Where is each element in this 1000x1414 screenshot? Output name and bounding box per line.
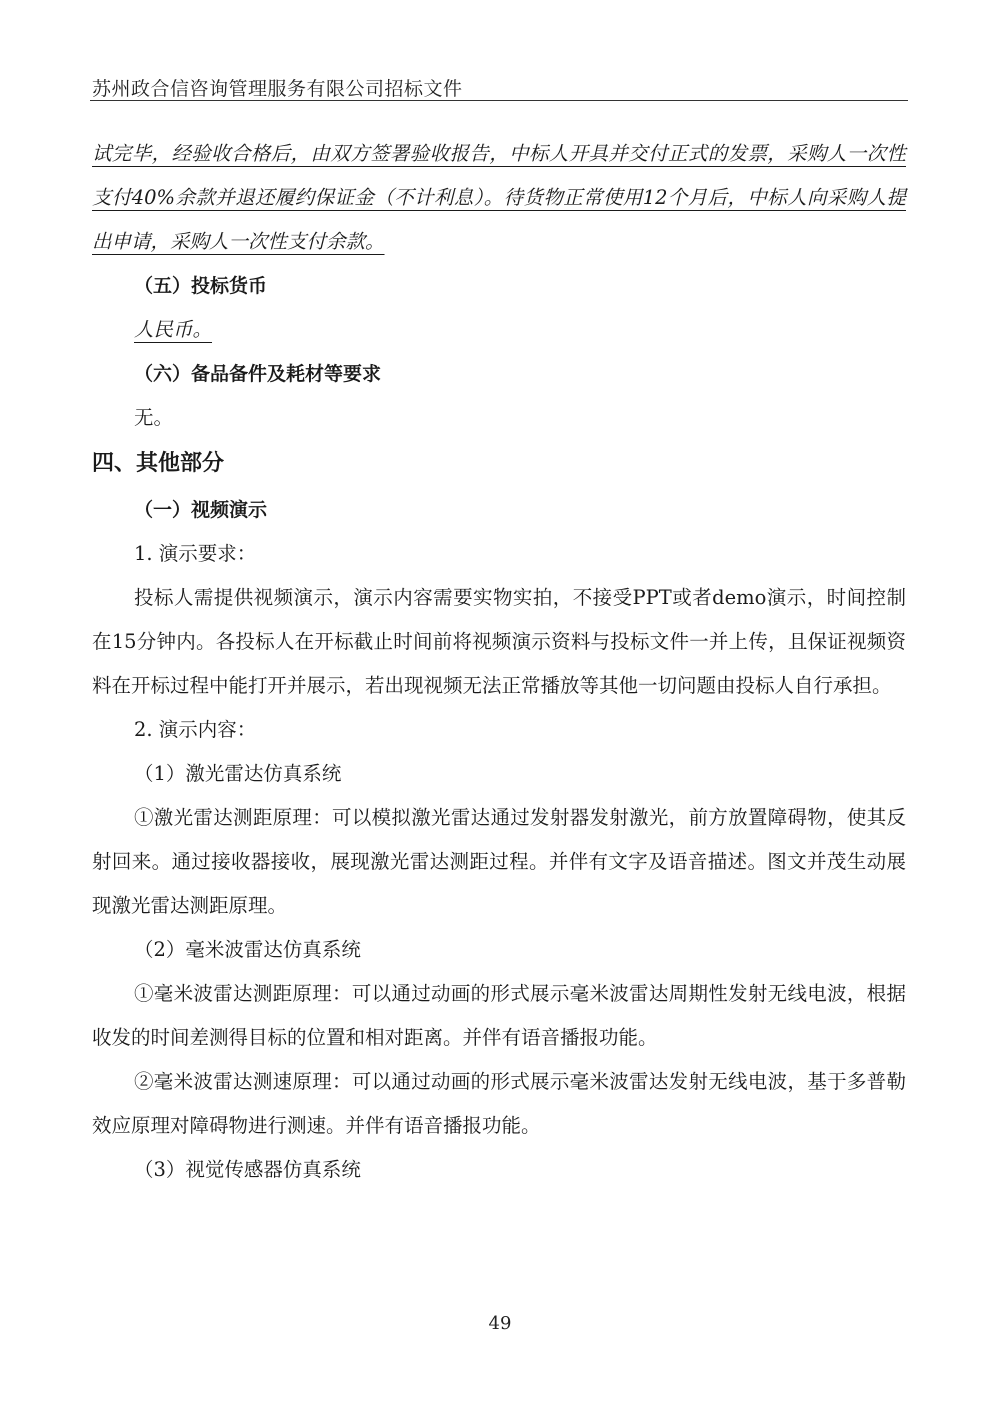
mmwave-heading: （2）毫米波雷达仿真系统 [134,938,361,961]
section-four-title: 四、其他部分 [92,451,225,476]
currency-text: 人民币。 [134,318,213,341]
mmwave-item-1: ①毫米波雷达测距原理：可以通过动画的形式展示毫米波雷达周期性发射无线电波，根据收发的时间差测得目标的位置和相对距离。并伴有语音播报功能。 [92,982,906,1049]
video-demo-heading: （一）视频演示 [134,499,268,521]
vision-sensor-heading: （3）视觉传感器仿真系统 [134,1158,361,1181]
page-content [92,132,906,1192]
demo-requirements-text: 投标人需提供视频演示，演示内容需要实物实拍，不接受PPT或者demo演示，时间控制在15分钟内。各投标人在开标截止时间前将视频演示资料与投标文件一并上传，且保证视频资料在开标过程中能打开并展示，若出现视频无法正常播放等其他一切问题由投标人自行承担。 [92,586,906,697]
payment-terms-text: 试完毕，经验收合格后，由双方签署验收报告，中标人开具并交付正式的发票，采购人一次性支付40%余款并退还履约保证金（不计利息）。待货物正常使用12个月后，中标人向采购人提出申请，采购人一次性支付余款。 [92,142,906,253]
running-header: 苏州政合信咨询管理服务有限公司招标文件 [92,78,463,100]
demo-content-label: 2. 演示内容： [134,718,257,741]
payment-terms-continuation [92,132,906,264]
lidar-heading: （1）激光雷达仿真系统 [134,762,342,785]
currency-paragraph [92,308,906,352]
header-rule [90,100,908,101]
page-number: 49 [488,1313,512,1334]
demo-requirements-label: 1. 演示要求： [134,542,257,565]
mmwave-item-2: ②毫米波雷达测速原理：可以通过动画的形式展示毫米波雷达发射无线电波，基于多普勒效应原理对障碍物进行测速。并伴有语音播报功能。 [92,1070,906,1137]
spares-text: 无。 [134,406,174,429]
currency-heading: （五）投标货币 [134,275,268,297]
lidar-item-1: ①激光雷达测距原理：可以模拟激光雷达通过发射器发射激光，前方放置障碍物，使其反射回来。通过接收器接收，展现激光雷达测距过程。并伴有文字及语音描述。图文并茂生动展现激光雷达测距原理。 [92,806,906,917]
spares-heading: （六）备品备件及耗材等要求 [134,363,382,385]
